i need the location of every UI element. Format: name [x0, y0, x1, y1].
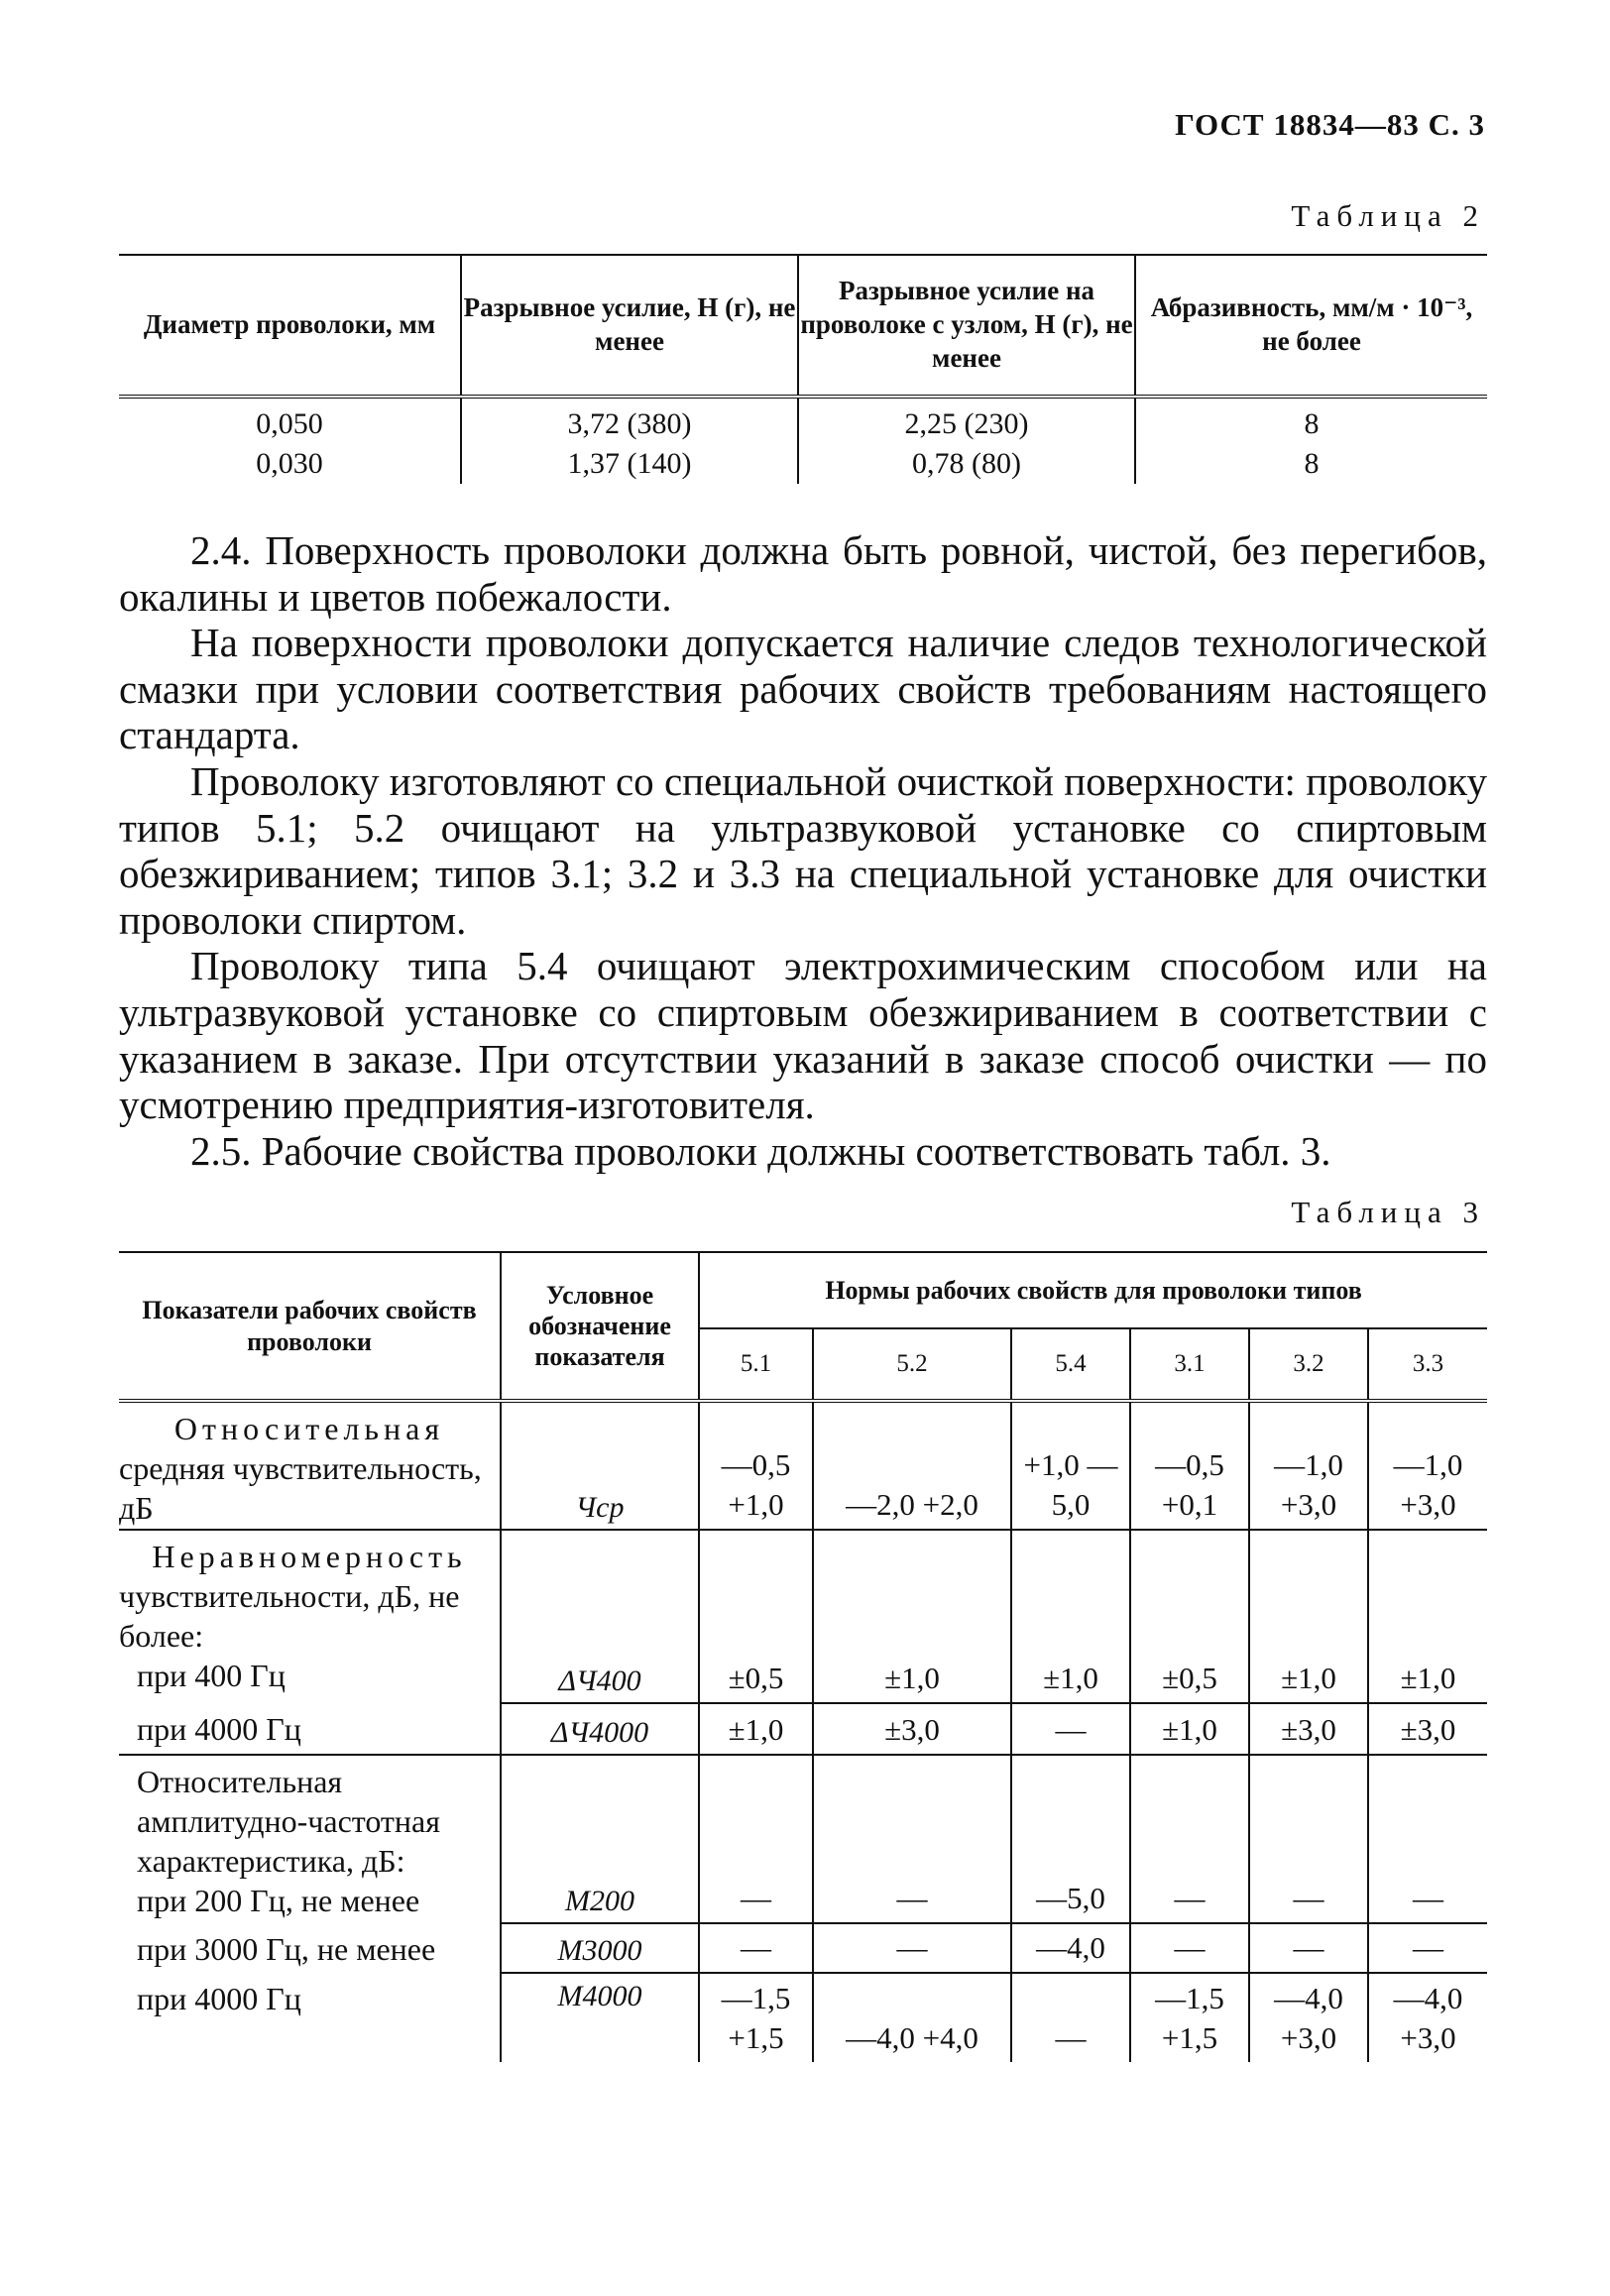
table-row: [119, 1703, 1487, 1755]
table-cell: —0,5 +1,0: [699, 1401, 813, 1530]
table-cell: —5,0: [1011, 1755, 1130, 1923]
table-cell: 8: [1135, 397, 1487, 444]
table-cell: 2,25 (230): [798, 397, 1135, 444]
table-cell: —: [813, 1755, 1011, 1923]
table2-header-tensile: Разрывное усилие, Н (г), не менее: [461, 255, 798, 397]
table3-type: 5.2: [813, 1328, 1011, 1401]
table-cell: ±1,0: [1011, 1530, 1130, 1703]
symbol-cell: ΔЧ4000: [501, 1703, 699, 1755]
row-sublabel: при 200 Гц, не менее: [137, 1883, 420, 1918]
table-row: [119, 444, 1487, 484]
table-cell: 0,050: [256, 407, 323, 440]
table2-caption: Таблица 2: [1291, 198, 1485, 233]
table3-caption: Таблица 3: [1291, 1195, 1485, 1229]
row-label: [119, 1703, 501, 1755]
table-cell: —1,5 +1,5: [699, 1973, 813, 2062]
table3-type: 3.3: [1368, 1328, 1487, 1401]
table-cell: —: [1130, 1923, 1249, 1973]
table-cell: 1,37 (140): [461, 444, 798, 484]
table-cell: —: [1011, 1973, 1130, 2062]
table3-header-indicators: Показатели рабочих свойств проволоки: [119, 1252, 501, 1401]
paragraph: На поверхности проволоки допускается наличие следов технологической смазки при условии соответствия рабочих свойств требованиям настоящего стандарта.: [119, 620, 1487, 758]
table-row: [119, 1530, 1487, 1703]
row-label: [119, 1923, 501, 1973]
paragraph: Проволоку изготовляют со специальной очисткой поверхности: проволоку типов 5.1; 5.2 очищают на ультразвуковой установке со спиртовым обезжириванием; типов 3.1; 3.2 и 3.3 на специальной установке для очистки проволоки спиртом.: [119, 757, 1487, 943]
row-label-line: Относительная: [173, 1411, 445, 1446]
table3-header-row: [119, 1252, 1487, 1328]
row-label-line: Относительная амплитудно-частотная характеристика, дБ:: [137, 1764, 440, 1879]
paragraph: 2.4. Поверхность проволоки должна быть ровной, чистой, без перегибов, окалины и цветов побежалости.: [119, 527, 1487, 620]
table-cell: ±3,0: [1249, 1703, 1368, 1755]
table-cell: —: [1368, 1755, 1487, 1923]
table-cell: —: [1249, 1755, 1368, 1923]
table-cell: 3,72 (380): [461, 397, 798, 444]
table-cell: —0,5 +0,1: [1130, 1401, 1249, 1530]
table-cell: —: [1130, 1755, 1249, 1923]
symbol-cell: M3000: [501, 1923, 699, 1973]
table3-type: 5.1: [699, 1328, 813, 1401]
table-cell: —: [699, 1755, 813, 1923]
table-cell: ±0,5: [699, 1530, 813, 1703]
row-sublabel: при 4000 Гц: [137, 1981, 301, 2016]
table2-header-diameter: Диаметр проволоки, мм: [119, 255, 461, 397]
table-cell: —: [1368, 1923, 1487, 1973]
table3: [119, 1251, 1487, 2062]
table-cell: ±0,5: [1130, 1530, 1249, 1703]
table-cell: —: [813, 1923, 1011, 1973]
symbol-cell: M4000: [501, 1973, 699, 2062]
page-header: ГОСТ 18834—83 С. 3: [1175, 107, 1485, 142]
row-label: [119, 1401, 501, 1530]
table-cell: —4,0 +4,0: [813, 1973, 1011, 2062]
table-row: [119, 397, 1487, 444]
body-text: [119, 527, 1487, 1174]
table-cell: —: [699, 1923, 813, 1973]
table-cell: ±1,0: [1249, 1530, 1368, 1703]
row-label: [119, 1755, 501, 1923]
table-cell: —: [1249, 1923, 1368, 1973]
row-sublabel: при 400 Гц: [137, 1658, 286, 1693]
row-label-line: чувствительности, дБ, не более:: [119, 1578, 460, 1654]
table-cell: —1,0 +3,0: [1249, 1401, 1368, 1530]
table-cell: —: [1011, 1703, 1130, 1755]
symbol-cell: M200: [501, 1755, 699, 1923]
table3-header-group: Нормы рабочих свойств для проволоки типов: [699, 1252, 1487, 1328]
row-label-line: Неравномерность: [152, 1539, 467, 1574]
table-cell: ±1,0: [1130, 1703, 1249, 1755]
table-cell: 8: [1135, 444, 1487, 484]
table3-header-symbol: Условное обозначение показателя: [501, 1252, 699, 1401]
table-cell: —1,0 +3,0: [1368, 1401, 1487, 1530]
table3-type: 5.4: [1011, 1328, 1130, 1401]
table2-header-abrasiveness: Абразивность, мм/м · 10⁻³, не более: [1135, 255, 1487, 397]
symbol-cell: Чср: [501, 1401, 699, 1530]
table-row: [119, 1401, 1487, 1530]
table-cell: ±3,0: [813, 1703, 1011, 1755]
table-cell: —2,0 +2,0: [813, 1401, 1011, 1530]
table-cell: 0,030: [256, 447, 323, 480]
paragraph: 2.5. Рабочие свойства проволоки должны соответствовать табл. 3.: [190, 1127, 1331, 1174]
table2-header-row: [119, 255, 1487, 397]
table-cell: ±1,0: [1368, 1530, 1487, 1703]
table-cell: ±1,0: [813, 1530, 1011, 1703]
table-cell: —4,0: [1011, 1923, 1130, 1973]
row-label: [119, 1530, 501, 1703]
row-label-line: средняя чувствительность, дБ: [119, 1450, 482, 1526]
row-sublabel: при 4000 Гц: [137, 1711, 301, 1747]
paragraph: Проволоку типа 5.4 очищают электрохимическим способом или на ультразвуковой установке со спиртовым обезжириванием в соответствии с указанием в заказе. При отсутствии указаний в заказе способ очистки — по усмотрению предприятия-изготовителя.: [119, 943, 1487, 1128]
row-label: [119, 1973, 501, 2062]
table-cell: —4,0 +3,0: [1249, 1973, 1368, 2062]
table-cell: —4,0 +3,0: [1368, 1973, 1487, 2062]
table-row: [119, 1755, 1487, 1923]
row-sublabel: при 3000 Гц, не менее: [137, 1931, 436, 1967]
table-cell: ±1,0: [699, 1703, 813, 1755]
table-cell: +1,0 —5,0: [1011, 1401, 1130, 1530]
table2-header-knot-tensile: Разрывное усилие на проволоке с узлом, Н (г), не менее: [798, 255, 1135, 397]
table3-type: 3.2: [1249, 1328, 1368, 1401]
table-cell: —1,5 +1,5: [1130, 1973, 1249, 2062]
table2: [119, 254, 1487, 484]
table-cell: 0,78 (80): [798, 444, 1135, 484]
table-row: [119, 1923, 1487, 1973]
symbol-cell: ΔЧ400: [501, 1530, 699, 1703]
table3-type: 3.1: [1130, 1328, 1249, 1401]
table-row: [119, 1973, 1487, 2062]
table-cell: ±3,0: [1368, 1703, 1487, 1755]
